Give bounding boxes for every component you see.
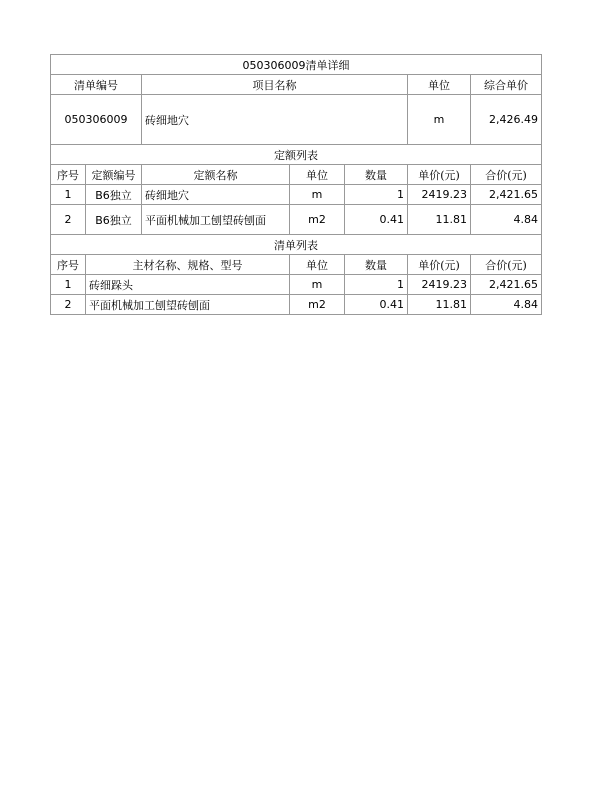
list-col-unit: 单位 <box>290 255 345 275</box>
quota-col-no: 序号 <box>51 165 86 185</box>
quota-col-code: 定额编号 <box>86 165 142 185</box>
table-row <box>51 275 542 295</box>
quota-col-unit-price: 单价(元) <box>408 165 471 185</box>
price-header: 综合单价 <box>471 75 542 95</box>
list-col-no: 序号 <box>51 255 86 275</box>
list-name: 砖细跺头 <box>86 275 290 295</box>
quota-header-row <box>51 165 542 185</box>
quota-name: 平面机械加工刨望砖刨面 <box>142 205 290 235</box>
quota-unit: m2 <box>290 205 345 235</box>
list-section-title-row <box>51 235 542 255</box>
list-col-total: 合价(元) <box>471 255 542 275</box>
quota-no: 1 <box>51 185 86 205</box>
quota-unit-price: 2419.23 <box>408 185 471 205</box>
list-qty: 1 <box>345 275 408 295</box>
list-total: 4.84 <box>471 295 542 315</box>
quota-no: 2 <box>51 205 86 235</box>
list-col-unit-price: 单价(元) <box>408 255 471 275</box>
list-unit-price: 11.81 <box>408 295 471 315</box>
quota-qty: 0.41 <box>345 205 408 235</box>
item-name: 砖细地穴 <box>142 95 408 145</box>
list-no: 1 <box>51 275 86 295</box>
list-unit: m <box>290 275 345 295</box>
quota-total: 2,421.65 <box>471 185 542 205</box>
item-row <box>51 95 542 145</box>
quota-section-title: 定额列表 <box>51 145 542 165</box>
table-row <box>51 205 542 235</box>
quota-qty: 1 <box>345 185 408 205</box>
quota-col-qty: 数量 <box>345 165 408 185</box>
item-unit: m <box>408 95 471 145</box>
quota-name: 砖细地穴 <box>142 185 290 205</box>
list-unit-price: 2419.23 <box>408 275 471 295</box>
quota-unit-price: 11.81 <box>408 205 471 235</box>
quota-col-unit: 单位 <box>290 165 345 185</box>
item-header-row <box>51 75 542 95</box>
list-col-name: 主材名称、规格、型号 <box>86 255 290 275</box>
table-row <box>51 185 542 205</box>
list-total: 2,421.65 <box>471 275 542 295</box>
quota-code: B6独立 <box>86 185 142 205</box>
item-code: 050306009 <box>51 95 142 145</box>
bill-detail-table <box>50 54 542 315</box>
quota-col-total: 合价(元) <box>471 165 542 185</box>
unit-header: 单位 <box>408 75 471 95</box>
list-col-qty: 数量 <box>345 255 408 275</box>
list-qty: 0.41 <box>345 295 408 315</box>
list-name: 平面机械加工刨望砖刨面 <box>86 295 290 315</box>
code-header: 清单编号 <box>51 75 142 95</box>
item-price: 2,426.49 <box>471 95 542 145</box>
name-header: 项目名称 <box>142 75 408 95</box>
list-section-title: 清单列表 <box>51 235 542 255</box>
list-header-row <box>51 255 542 275</box>
quota-unit: m <box>290 185 345 205</box>
quota-section-title-row <box>51 145 542 165</box>
quota-total: 4.84 <box>471 205 542 235</box>
title-row <box>51 55 542 75</box>
list-unit: m2 <box>290 295 345 315</box>
list-no: 2 <box>51 295 86 315</box>
table-title: 050306009清单详细 <box>51 55 542 75</box>
table-row <box>51 295 542 315</box>
quota-col-name: 定额名称 <box>142 165 290 185</box>
quota-code: B6独立 <box>86 205 142 235</box>
